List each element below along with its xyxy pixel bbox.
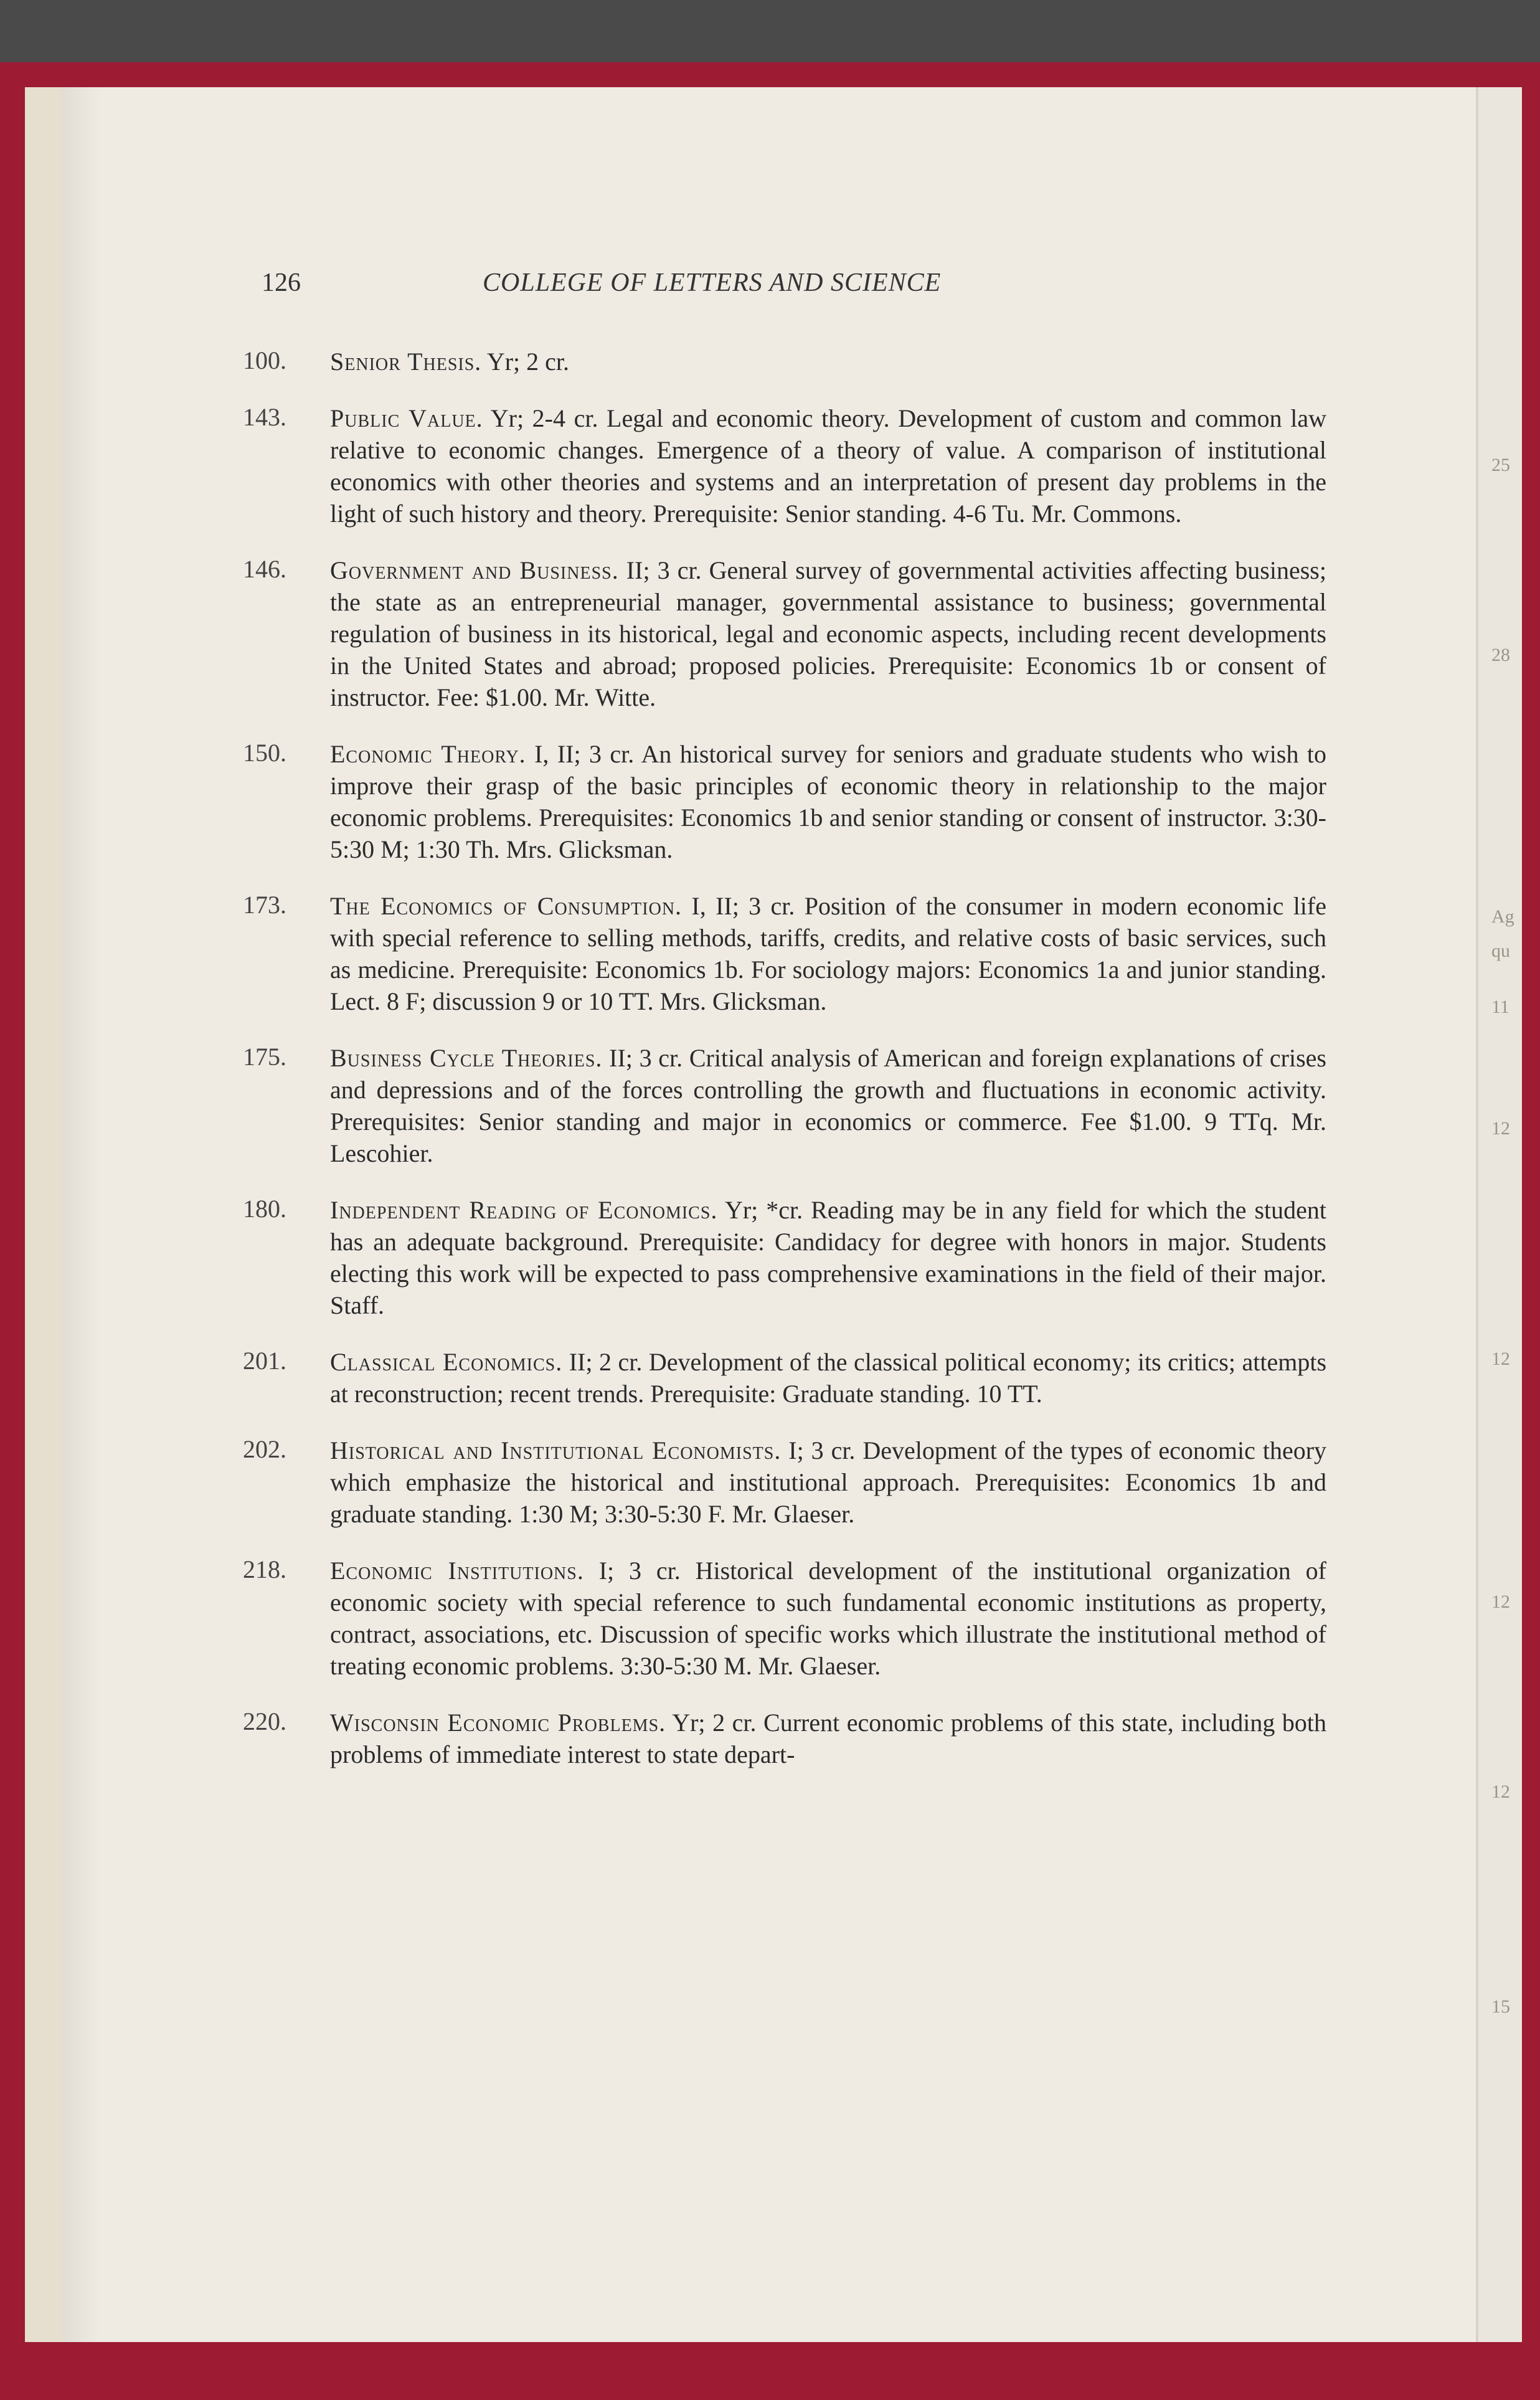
course-description: I, II; 3 cr. An historical survey for seniors and graduate students who wish to improve their grasp of the basic principles of economic theory in relationship to the major economic problems. Prerequisites: Economics 1b and senior standing or consent of instructor. 3:30-5:30 M; 1:30 Th. Mrs. Glicksman.	[330, 740, 1327, 863]
course-title: Senior Thesis.	[330, 348, 482, 376]
course-entry	[243, 1707, 1326, 1770]
scan-background	[0, 0, 1540, 69]
course-entry	[243, 1194, 1326, 1321]
course-entry	[243, 890, 1326, 1017]
course-entry	[243, 346, 1326, 377]
course-number: 173.	[243, 891, 286, 919]
course-description: I, II; 3 cr. Position of the consumer in modern economic life with special reference to selling methods, tariffs, credits, and relative costs of basic services, such as medicine. Prerequisite: Economics 1b. For sociology majors: Economics 1a and junior standing. Lect. 8 F; discussion 9 or 10 TT. Mrs. Glicksman.	[330, 892, 1326, 1015]
course-entry	[243, 402, 1326, 529]
facing-page-number: Ag	[1491, 906, 1514, 927]
course-list	[243, 346, 1326, 1795]
page-number: 126	[262, 268, 301, 297]
facing-page-number: 12	[1491, 1118, 1510, 1139]
facing-page-number: 11	[1491, 997, 1509, 1017]
course-description: II; 2 cr. Development of the classical political economy; its critics; attempts at reconstruction; recent trends. Prerequisite: Graduate standing. 10 TT.	[330, 1348, 1327, 1408]
course-number: 150.	[243, 739, 286, 767]
course-description: II; 3 cr. Critical analysis of American and foreign explanations of crises and depressions and of the forces controlling the growth and fluctuations in economic activity. Prerequisites: Senior standing and major in economics or commerce. Fee $1.00. 9 TTq. Mr. Lescohier.	[330, 1044, 1327, 1167]
course-description: Yr; 2 cr. Current economic problems of this state, including both problems of immediate interest to state depart-	[330, 1709, 1326, 1768]
facing-page-number: 15	[1491, 1996, 1510, 2017]
course-number: 201.	[243, 1347, 286, 1375]
course-entry	[243, 1042, 1326, 1169]
course-title: Economic Theory.	[330, 740, 526, 768]
facing-page-number: 12	[1491, 1591, 1510, 1612]
facing-page-number: 12	[1491, 1781, 1510, 1802]
running-title: COLLEGE OF LETTERS AND SCIENCE	[483, 268, 942, 297]
course-title: Historical and Institutional Economists.	[330, 1436, 782, 1464]
course-description: Yr; 2-4 cr. Legal and economic theory. Development of custom and common law relative to economic changes. Emergence of a theory of value. A comparison of institutional economics with other theories and systems and an interpretation of present day problems in the light of such history and theory. Prerequisite: Senior standing. 4-6 Tu. Mr. Commons.	[330, 404, 1327, 528]
course-title: Business Cycle Theories.	[330, 1044, 603, 1072]
course-entry	[243, 738, 1326, 865]
course-title: Wisconsin Economic Problems.	[330, 1709, 666, 1737]
page-header	[262, 268, 1121, 305]
course-number: 202.	[243, 1435, 286, 1463]
course-entry	[243, 1435, 1326, 1530]
course-title: Public Value.	[330, 404, 483, 432]
course-description: I; 3 cr. Development of the types of economic theory which emphasize the historical and institutional approach. Prerequisites: Economics 1b and graduate standing. 1:30 M; 3:30-5:30 F. Mr. Glaeser.	[330, 1436, 1327, 1528]
course-description: Yr; *cr. Reading may be in any field for which the student has an adequate background. Prerequisite: Candidacy for degree with honors in major. Students electing this work will be expected to pass comprehensive examinations in the field of their major. Staff.	[330, 1196, 1327, 1319]
course-description: Yr; 2 cr.	[486, 348, 569, 376]
course-number: 175.	[243, 1043, 286, 1071]
course-title: The Economics of Consumption.	[330, 892, 683, 920]
course-number: 180.	[243, 1195, 286, 1223]
facing-page-number: 12	[1491, 1349, 1510, 1369]
course-number: 100.	[243, 346, 286, 374]
facing-page-number: qu	[1491, 941, 1510, 961]
course-entry	[243, 554, 1326, 713]
course-description: II; 3 cr. General survey of governmental activities affecting business; the state as an entrepreneurial manager, governmental assistance to business; governmental regulation of business in its historical, legal and economic aspects, including recent developments in the United States and abroad; proposed policies. Prerequisite: Economics 1b or consent of instructor. Fee: $1.00. Mr. Witte.	[330, 556, 1326, 711]
course-title: Economic Institutions.	[330, 1557, 584, 1585]
course-number: 218.	[243, 1555, 286, 1583]
course-number: 146.	[243, 555, 286, 583]
course-entry	[243, 1555, 1326, 1682]
course-title: Classical Economics.	[330, 1348, 563, 1376]
course-description: I; 3 cr. Historical development of the institutional organization of economic society with special reference to such fundamental economic institutions as property, contract, associations, etc. Discussion of specific works which illustrate the institutional method of treating economic problems. 3:30-5:30 M. Mr. Glaeser.	[330, 1557, 1326, 1680]
course-title: Government and Business.	[330, 556, 619, 584]
course-number: 220.	[243, 1707, 286, 1735]
course-title: Independent Reading of Economics.	[330, 1196, 718, 1224]
facing-page-number: 25	[1491, 455, 1510, 475]
facing-page-number: 28	[1491, 645, 1510, 665]
course-number: 143.	[243, 403, 286, 431]
course-entry	[243, 1346, 1326, 1410]
